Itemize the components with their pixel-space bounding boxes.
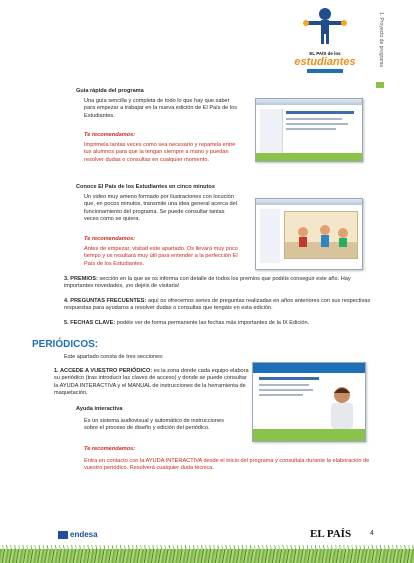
- guia-screenshot: [255, 98, 363, 162]
- periodicos-heading: PERIÓDICOS:: [32, 339, 99, 350]
- logo-subbar: [307, 69, 343, 73]
- periodicos-rec-title: Te recomendamos:: [84, 446, 136, 452]
- periodicos-p1-label: 1. ACCEDE A VUESTRO PERIÓDICO:: [54, 368, 153, 374]
- item-premios: [64, 276, 374, 291]
- endesa-logo: [58, 530, 98, 539]
- guia-rec-body: Imprimela tantas veces como sea necesario y repartela entre tus alumnos para que la tengan siempre a mano y puedan resolver dudas o consultas en cualquier momento.: [84, 142, 236, 163]
- logo-text: EL PAÍS de los: [309, 51, 341, 56]
- side-green-marker: [376, 82, 384, 88]
- ayuda-title: Ayuda interactiva: [76, 406, 123, 412]
- elpais-logo: EL PAÍS: [310, 528, 352, 540]
- logo-word: estudiantes: [294, 56, 356, 68]
- guia-body: Una guía sencilla y completa de todo lo que hay que saber para empezar a trabajar en la nueva edición de El País de los Estudiantes.: [84, 98, 237, 119]
- item-fechas: [64, 320, 374, 327]
- side-label: 1. Proyecto de programa: [378, 12, 384, 68]
- endesa-icon: [58, 531, 68, 539]
- guia-title: Guía rápida del programa: [76, 88, 144, 94]
- periodicos-p1: [54, 368, 250, 398]
- conoce-video-screenshot: [255, 198, 363, 270]
- item-premios-text: sección en la que se os informa con detalle de todos los premios que podéis conseguir este año. Hay importantes novedades, ¡no dejéis de visitarla!: [64, 276, 351, 290]
- item-fechas-text: podéis ver de forma permanente las fechas más importantes de la IX Edición.: [116, 320, 310, 326]
- guia-rec-title: Te recomendamos:: [84, 132, 136, 138]
- periodico-screenshot: [252, 362, 366, 442]
- item-fechas-label: 5. FECHAS CLAVE:: [64, 320, 116, 326]
- item-premios-label: 3. PREMIOS:: [64, 276, 98, 282]
- page-number: 4: [370, 530, 374, 537]
- conoce-rec-body: Antes de empezar, visitad este apartado. Os llevará muy poco tiempo y os resultará muy útil para entender a la perfección El País de los Estudiantes.: [84, 246, 238, 267]
- item-preguntas: [64, 298, 374, 313]
- conoce-rec-title: Te recomendamos:: [84, 236, 136, 242]
- student-photo: [323, 383, 361, 429]
- endesa-text: endesa: [70, 530, 98, 539]
- item-preguntas-label: 4. PREGUNTAS FRECUENTES:: [64, 298, 147, 304]
- conoce-title: Conoce El País de los Estudiantes en cinco minutos: [76, 184, 215, 190]
- program-logo: [294, 6, 356, 78]
- conoce-body: Un video muy ameno formado por ilustraciones con locución que, en pocos minutos, transmite una idea general acerca del funcionamiento del programa. Se puede consultar tantas veces como se quiera.: [84, 194, 237, 223]
- periodicos-rec-body: Entra en contacto con la AYUDA INTERACTIVA desde el inicio del programa y consultala durante la elaboración de vuestro periódico. Resolverá cualquier duda técnica.: [84, 458, 370, 472]
- student-figure-icon: [294, 6, 356, 46]
- item-preguntas-text: aquí os ofrecemos series de preguntas realizadas en años anteriores con sus respectivas respuestas para ayudaros a resolver dudas o consultas que tengáis en esta edición.: [64, 298, 371, 312]
- periodicos-p1-text: es la zona donde cada equipo elabora su periódico (tras introducir las claves de acceso) y donde se puede consultar la AYUDA INTERACTIVA y el MANUAL de instrucciones de la herramienta de maquetación.: [54, 368, 249, 397]
- grass-decoration: [0, 549, 414, 563]
- ayuda-body: Es un sistema audiovisual y automático de instrucciones sobre el proceso de diseño y edición del periódico.: [84, 418, 224, 432]
- periodicos-intro: Este apartado consta de tres secciones:: [64, 354, 164, 360]
